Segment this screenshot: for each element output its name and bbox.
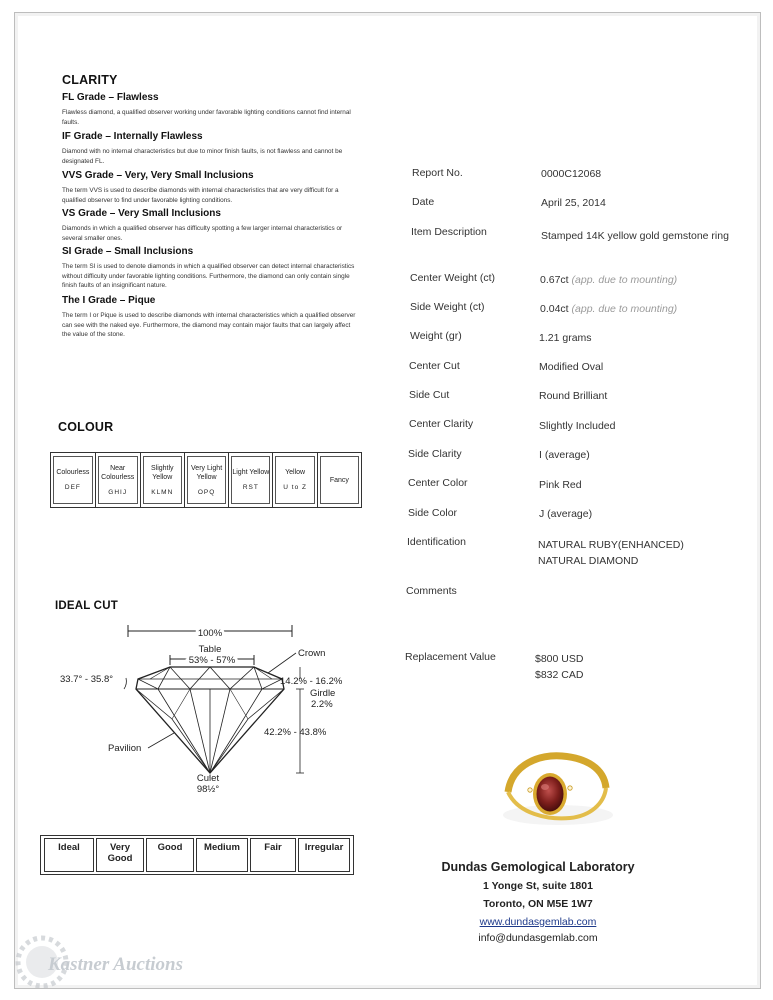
colour-name: Fancy <box>329 476 349 484</box>
colour-cell-slightly-yellow <box>140 453 184 508</box>
culet-label: Culet <box>196 773 220 784</box>
replacement-usd: $800 USD <box>535 653 584 665</box>
lab-website-link[interactable]: www.dundasgemlab.com <box>479 916 597 928</box>
center-weight-value: 0.67ct <box>540 274 569 286</box>
colour-heading: COLOUR <box>58 420 114 434</box>
side-weight-value: 0.04ct <box>540 303 569 315</box>
field-label-side-clarity: Side Clarity <box>408 448 462 460</box>
colour-name: Slightly Yellow <box>150 464 174 481</box>
field-label-weight-gr: Weight (gr) <box>410 330 462 342</box>
field-label-center-clarity: Center Clarity <box>409 418 474 430</box>
colour-name: Yellow <box>285 469 306 476</box>
field-value-identification-1: NATURAL RUBY(ENHANCED) <box>538 539 684 551</box>
colour-name: Light Yellow <box>232 469 270 476</box>
pavilion-label: Pavilion <box>108 743 142 754</box>
cut-ideal: Ideal <box>44 838 94 872</box>
field-label-center-weight: Center Weight (ct) <box>410 272 495 284</box>
field-label-side-color: Side Color <box>408 507 458 519</box>
watermark-text: Kastner Auctions <box>48 954 183 975</box>
field-label-identification: Identification <box>407 536 466 548</box>
replacement-value-label: Replacement Value <box>405 651 496 663</box>
lab-address-1: 1 Yonge St, suite 1801 <box>483 880 593 892</box>
field-label-side-cut: Side Cut <box>409 389 450 401</box>
field-value-center-weight <box>540 274 677 286</box>
crown-label: Crown <box>298 648 326 659</box>
kastner-auctions-logo <box>8 928 183 996</box>
colour-name: Near Colourless <box>101 464 135 481</box>
field-label-item-description: Item Description <box>411 226 487 238</box>
grade-if-title: IF Grade – Internally Flawless <box>62 131 203 142</box>
side-weight-note: (app. due to mounting) <box>571 303 678 315</box>
cut-medium: Medium <box>196 838 248 872</box>
total-width-label: 100% <box>197 628 223 639</box>
diamond-cut-diagram <box>40 615 370 800</box>
colour-cell-near-colourless <box>95 453 140 508</box>
grade-i-title: The I Grade – Pique <box>62 295 156 306</box>
lab-address-2: Toronto, ON M5E 1W7 <box>483 898 593 910</box>
grade-i-description: The term I or Pique is used to describe diamonds with internal characteristics which a qualified observer can see with the naked eye. Furthermore, the diamond may contain major faults that can largely affect the value of the stone. <box>62 312 356 339</box>
field-value-center-color: Pink Red <box>539 479 582 491</box>
comments-label: Comments <box>406 585 457 597</box>
field-value-side-weight <box>540 303 677 315</box>
colour-code: U to Z <box>283 484 307 491</box>
colour-cell-light-yellow <box>229 453 273 508</box>
culet-value-label: 98½° <box>196 784 220 795</box>
field-value-date: April 25, 2014 <box>541 197 606 209</box>
colour-cell-colourless <box>51 453 96 508</box>
field-value-side-color: J (average) <box>539 508 593 520</box>
grade-vvs-description: The term VVS is used to describe diamonds with internal characteristics that are very difficult for a qualified observer to find under favorable lighting conditions. <box>62 187 339 204</box>
crown-height-label: 14.2% - 16.2% <box>280 676 343 687</box>
cut-very-good: Very Good <box>96 838 144 872</box>
girdle-value-label: 2.2% <box>311 699 333 710</box>
field-label-date: Date <box>412 196 435 208</box>
field-label-center-cut: Center Cut <box>409 360 460 372</box>
table-label: Table <box>198 644 222 655</box>
table-range-label: 53% - 57% <box>188 655 236 666</box>
field-value-side-cut: Round Brilliant <box>539 390 608 402</box>
cut-fair: Fair <box>250 838 296 872</box>
grade-si-description: The term SI is used to denote diamonds in which a qualified observer can detect internal characteristics without difficulty under favorable lighting conditions. Furthermore, the diamond can only contain single finish faults of an insignificant nature. <box>62 263 355 290</box>
lab-email: info@dundasgemlab.com <box>478 932 598 944</box>
field-value-identification-2: NATURAL DIAMOND <box>538 555 639 567</box>
field-label-side-weight: Side Weight (ct) <box>410 301 485 313</box>
field-value-item-description: Stamped 14K yellow gold gemstone ring <box>541 230 729 242</box>
cut-irregular: Irregular <box>298 838 350 872</box>
lab-info <box>418 860 658 944</box>
field-value-weight-gr: 1.21 grams <box>539 332 592 344</box>
grade-if-description: Diamond with no internal characteristics but due to minor finish faults, is not flawless and cannot be designated FL. <box>62 148 343 165</box>
ideal-cut-heading: IDEAL CUT <box>55 600 118 612</box>
replacement-cad: $832 CAD <box>535 669 584 681</box>
colour-name: Very Light Yellow <box>191 464 223 481</box>
colour-cell-very-light-yellow <box>184 453 228 508</box>
clarity-heading: CLARITY <box>62 73 118 87</box>
ring-photo <box>478 730 628 830</box>
grade-vs-title: VS Grade – Very Small Inclusions <box>62 208 221 219</box>
grade-si-title: SI Grade – Small Inclusions <box>62 246 194 257</box>
colour-code: RST <box>242 484 259 491</box>
colour-code: DEF <box>64 484 81 491</box>
grade-fl-description: Flawless diamond, a qualified observer working under favorable lighting conditions cannot find internal faults. <box>62 109 351 126</box>
colour-name: Colourless <box>56 469 90 476</box>
field-label-report-no: Report No. <box>412 167 463 179</box>
grade-fl-title: FL Grade – Flawless <box>62 92 159 103</box>
grade-vs-description: Diamonds in which a qualified observer has difficulty spotting a few larger internal characteristics or several smaller ones. <box>62 225 343 242</box>
field-value-center-cut: Modified Oval <box>539 361 604 373</box>
cut-good: Good <box>146 838 194 872</box>
crown-angle-label: 33.7° - 35.8° <box>60 674 114 685</box>
field-value-report-no: 0000C12068 <box>541 168 602 180</box>
field-label-center-color: Center Color <box>408 477 468 489</box>
grade-vvs-title: VVS Grade – Very, Very Small Inclusions <box>62 170 254 181</box>
field-value-side-clarity: I (average) <box>539 449 590 461</box>
girdle-label: Girdle <box>310 688 336 699</box>
colour-code: KLMN <box>151 488 174 496</box>
field-value-center-clarity: Slightly Included <box>539 420 616 432</box>
colour-cell-yellow <box>273 453 317 508</box>
center-weight-note: (app. due to mounting) <box>571 274 678 286</box>
colour-cell-fancy <box>317 453 361 508</box>
colour-scale-table <box>50 452 362 508</box>
lab-name: Dundas Gemological Laboratory <box>441 860 635 874</box>
pavilion-depth-label: 42.2% - 43.8% <box>264 727 327 738</box>
colour-code: GHIJ <box>108 488 128 496</box>
colour-code: OPQ <box>197 488 216 496</box>
